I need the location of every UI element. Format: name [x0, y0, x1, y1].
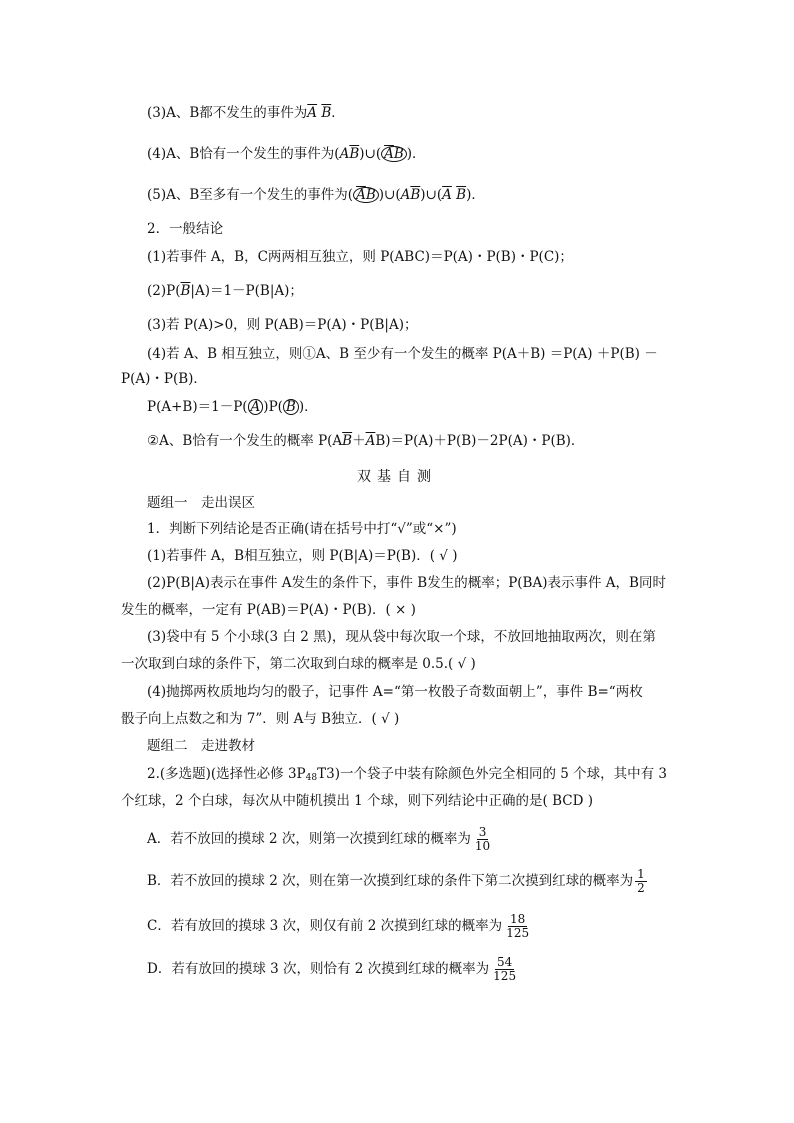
circled-term [353, 187, 379, 203]
def-item-4-text: (4)A、B恰有一个发生的事件为( [147, 146, 340, 162]
q2-post: T3)一个袋子中装有除颜色外完全相同的 5 个球，其中有 3 [317, 766, 668, 782]
option-d [147, 956, 518, 983]
fraction [504, 913, 531, 940]
general-heading: 2．一般结论 [147, 221, 224, 237]
a: A [339, 146, 350, 162]
a-bar: $\overline{A}$ [384, 146, 394, 162]
statement-2-line2: 发生的概率，一定有 P(AB)＝P(A)・P(B)．( × ) [121, 602, 416, 618]
a-bar: $\overline{A}$ [356, 187, 366, 203]
a-bar: $\overline{A}$ [365, 433, 376, 449]
def-item-5-text: (5)A、B至多有一个发生的事件为( [147, 187, 354, 203]
def-item-3-end: ． [331, 105, 345, 121]
c4-line3-mid: )P( [263, 399, 283, 415]
def-item-4 [147, 145, 426, 163]
c4-line3-post: )． [298, 399, 318, 415]
conclusion-3: (3)若 P(A)>0，则 P(AB)＝P(A)・P(B|A)； [147, 317, 418, 333]
union: )∪( [420, 187, 443, 203]
option-c-text: C．若有放回的摸球 3 次，则仅有前 2 次摸到红球的概率为 [147, 918, 503, 934]
def-item-5 [147, 186, 485, 204]
conclusion-4-line4 [147, 432, 584, 450]
numerator: 54 [496, 955, 513, 969]
option-a [147, 826, 492, 853]
question-2-line2: 个红球，2 个白球，每次从中随机摸出 1 个球，则下列结论中正确的是( BCD ) [121, 793, 593, 809]
b-bar: $\overline{B}$ [321, 105, 332, 121]
b-bar: $\overline{B}$ [342, 433, 353, 449]
def-item-3-text: (3)A、B都不发生的事件为 [147, 105, 308, 121]
def-item-3 [147, 104, 345, 122]
q2-pre: 2.(多选题)(选择性必修 3P [147, 766, 306, 782]
c2-post: |A)＝1－P(B|A)； [190, 283, 303, 299]
b-bar: $\overline{B}$ [349, 146, 360, 162]
fraction [635, 868, 647, 895]
option-d-text: D．若有放回的摸球 3 次，则恰有 2 次摸到红球的概率为 [147, 961, 490, 977]
question-1: 1．判断下列结论是否正确(请在括号中打“√”或“×”) [147, 521, 457, 537]
def-item-5-end: )． [466, 187, 485, 203]
conclusion-4-line2: P(A)・P(B)． [121, 371, 207, 387]
a-bar: $\overline{A}$ [307, 105, 318, 121]
c4-line3-pre: P(A+B)＝1－P( [147, 399, 248, 415]
c4-line4-pre: ②A、B恰有一个发生的概率 P(A [147, 433, 343, 449]
circled-a: A [248, 399, 264, 415]
b-bar: $\overline{B}$ [456, 187, 467, 203]
c4-line4-post: B)＝P(A)＋P(B)－2P(A)・P(B)． [375, 433, 585, 449]
def-item-4-end: )． [406, 146, 426, 162]
conclusion-2 [147, 282, 303, 300]
denominator: 10 [474, 839, 491, 853]
b: B [365, 187, 376, 203]
fraction [473, 826, 492, 853]
union: )∪( [359, 146, 382, 162]
statement-2-line1: (2)P(B|A)表示在事件 A发生的条件下，事件 B发生的概率；P(BA)表示事件 A，B同时 [147, 575, 666, 591]
group2-title: 题组二 走进教材 [147, 738, 255, 754]
group1-title: 题组一 走出误区 [147, 495, 255, 511]
circled-term [381, 146, 407, 162]
statement-3-line2: 一次取到白球的条件下，第二次取到白球的概率是 0.5.( √ ) [121, 656, 476, 672]
a: A [400, 187, 411, 203]
b: B [393, 146, 404, 162]
option-a-text: A．若不放回的摸球 2 次，则第一次摸到红球的概率为 [147, 831, 471, 847]
conclusion-1: (1)若事件 A，B，C两两相互独立，则 P(ABC)＝P(A)・P(B)・P(C)； [147, 249, 573, 265]
option-c [147, 913, 531, 940]
statement-4-line1: (4)抛掷两枚质地均匀的骰子，记事件 A=“第一枚骰子奇数面朝上”，事件 B=“两枚 [147, 684, 643, 700]
statement-1: (1)若事件 A，B相互独立，则 P(B|A)＝P(B)．( √ ) [147, 548, 458, 564]
numerator: 1 [637, 867, 645, 881]
b-bar: $\overline{B}$ [180, 283, 191, 299]
numerator: 3 [478, 825, 487, 839]
option-b-text: B．若不放回的摸球 2 次，则在第一次摸到红球的条件下第二次摸到红球的概率为 [147, 873, 634, 889]
c2-pre: (2)P( [147, 283, 181, 299]
a-bar: $\overline{A}$ [442, 187, 452, 203]
question-2-line1 [147, 765, 667, 787]
fraction [491, 956, 518, 983]
denominator: 125 [506, 926, 530, 940]
b-bar: $\overline{B}$ [410, 187, 421, 203]
denominator: 125 [493, 969, 517, 983]
q2-subscript: 48 [305, 773, 318, 783]
statement-3-line1: (3)袋中有 5 个小球(3 白 2 黑)，现从袋中每次取一个球，不放回地抽取两次，则在第 [147, 629, 656, 645]
option-b [147, 868, 647, 895]
denominator: 2 [637, 881, 645, 895]
conclusion-4-line1: (4)若 A、B 相互独立，则①A、B 至少有一个发生的概率 P(A＋B) ＝P(A) ＋P(B) － [147, 346, 658, 362]
numerator: 18 [510, 912, 526, 926]
plus: ＋ [352, 433, 366, 449]
section-title: 双基自测 [357, 469, 437, 485]
union: )∪( [378, 187, 401, 203]
statement-4-line2: 骰子向上点数之和为 7”．则 A与 B独立．( √ ) [121, 711, 400, 727]
conclusion-4-line3 [147, 398, 318, 416]
circled-b: B [283, 399, 299, 415]
